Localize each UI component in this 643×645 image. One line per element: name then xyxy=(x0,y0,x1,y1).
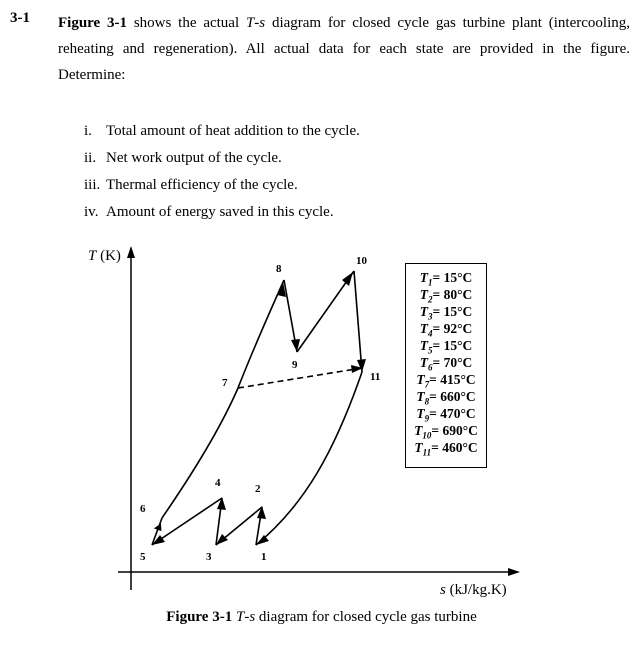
statement-rest: diagram for closed cycle gas turbine plant (intercooling, reheating and regeneration). All actual data for each state are provided in the figure. Determine: xyxy=(58,15,630,83)
caption-rest: diagram for closed cycle gas turbine xyxy=(255,609,477,625)
state-value: = 470°C xyxy=(429,406,476,421)
state-temperature-table xyxy=(405,263,487,468)
state-value: = 80°C xyxy=(432,287,473,302)
arrow-5-6 xyxy=(154,522,164,531)
point-label-4: 4 xyxy=(215,477,221,489)
regeneration-line xyxy=(238,368,362,388)
state-index: 2 xyxy=(428,294,433,305)
state-index: 11 xyxy=(422,447,432,458)
task-text: Total amount of heat addition to the cycle. xyxy=(106,123,360,139)
statement-T: T xyxy=(245,15,255,31)
x-axis-label: s (kJ/kg.K) xyxy=(440,582,507,598)
state-row: $T_6= 70^\circ C$ xyxy=(419,355,473,373)
point-label-3: 3 xyxy=(206,551,212,563)
state-value: = 660°C xyxy=(429,389,476,404)
point-label-10: 10 xyxy=(356,255,367,267)
state-index: 7 xyxy=(424,379,430,390)
state-row: $T_7= 415^\circ C$ xyxy=(416,372,476,390)
state-index: 3 xyxy=(428,311,433,322)
state-index: 8 xyxy=(424,396,430,407)
figure-reference: Figure 3-1 xyxy=(58,15,128,31)
process-11-1 xyxy=(256,372,362,545)
arrow-1-2 xyxy=(257,506,266,519)
statement-part: shows the actual xyxy=(127,15,246,31)
point-label-1: 1 xyxy=(261,551,267,563)
task-number: iii. xyxy=(84,177,101,193)
state-row: $T_1= 15^\circ C$ xyxy=(419,270,473,288)
state-row: $T_4= 92^\circ C$ xyxy=(419,321,473,339)
arrow-9-10 xyxy=(342,272,353,286)
task-text: Net work output of the cycle. xyxy=(106,150,282,166)
caption-s: s xyxy=(249,609,256,625)
state-row: $T_9= 470^\circ C$ xyxy=(416,406,476,424)
point-label-2: 2 xyxy=(255,483,261,495)
statement-dash: - xyxy=(254,15,260,31)
problem-number: 3-1 xyxy=(10,10,30,26)
state-value: = 690°C xyxy=(431,423,478,438)
state-value: = 15°C xyxy=(432,270,473,285)
point-label-7: 7 xyxy=(222,377,228,389)
y-axis-label: T (K) xyxy=(88,248,121,264)
state-row: $T_{10}= 690^\circ C$ xyxy=(414,423,478,441)
state-value: = 415°C xyxy=(429,372,476,387)
statement-s: s xyxy=(259,15,266,31)
caption-dash: - xyxy=(244,609,250,625)
task-text: Amount of energy saved in this cycle. xyxy=(106,204,334,220)
x-axis-arrow xyxy=(508,568,520,576)
state-value: = 15°C xyxy=(432,338,473,353)
task-text: Thermal efficiency of the cycle. xyxy=(106,177,298,193)
process-10-11 xyxy=(354,271,362,372)
task-number: ii. xyxy=(84,150,97,166)
point-label-6: 6 xyxy=(140,503,146,515)
state-row: $T_3= 15^\circ C$ xyxy=(419,304,473,322)
state-index: 1 xyxy=(428,277,433,288)
task-number: i. xyxy=(84,123,92,139)
task-number: iv. xyxy=(84,204,99,220)
point-label-8: 8 xyxy=(276,263,282,275)
state-value: = 15°C xyxy=(432,304,473,319)
state-value: = 92°C xyxy=(432,321,473,336)
state-row: $T_2= 80^\circ C$ xyxy=(419,287,473,305)
state-row: $T_8= 660^\circ C$ xyxy=(416,389,476,407)
state-index: 10 xyxy=(422,430,432,441)
process-4-5 xyxy=(152,498,222,545)
point-label-9: 9 xyxy=(292,359,298,371)
state-value: = 460°C xyxy=(431,440,478,455)
figure-caption xyxy=(0,609,643,626)
arrow-3-4 xyxy=(217,497,226,510)
state-index: 9 xyxy=(424,413,430,424)
state-row: $T_{11}= 460^\circ C$ xyxy=(414,440,478,458)
state-value: = 70°C xyxy=(432,355,473,370)
state-index: 4 xyxy=(428,328,433,339)
state-index: 5 xyxy=(428,345,433,356)
point-label-5: 5 xyxy=(140,551,146,563)
process-9-10 xyxy=(297,271,354,352)
state-row: $T_5= 15^\circ C$ xyxy=(419,338,473,356)
process-6-7 xyxy=(162,388,238,518)
caption-T: T xyxy=(235,609,245,625)
y-axis-arrow xyxy=(127,246,135,258)
caption-label: Figure 3-1 xyxy=(166,609,233,625)
point-label-11: 11 xyxy=(370,371,381,383)
state-index: 6 xyxy=(428,362,433,373)
process-7-8 xyxy=(238,280,284,388)
